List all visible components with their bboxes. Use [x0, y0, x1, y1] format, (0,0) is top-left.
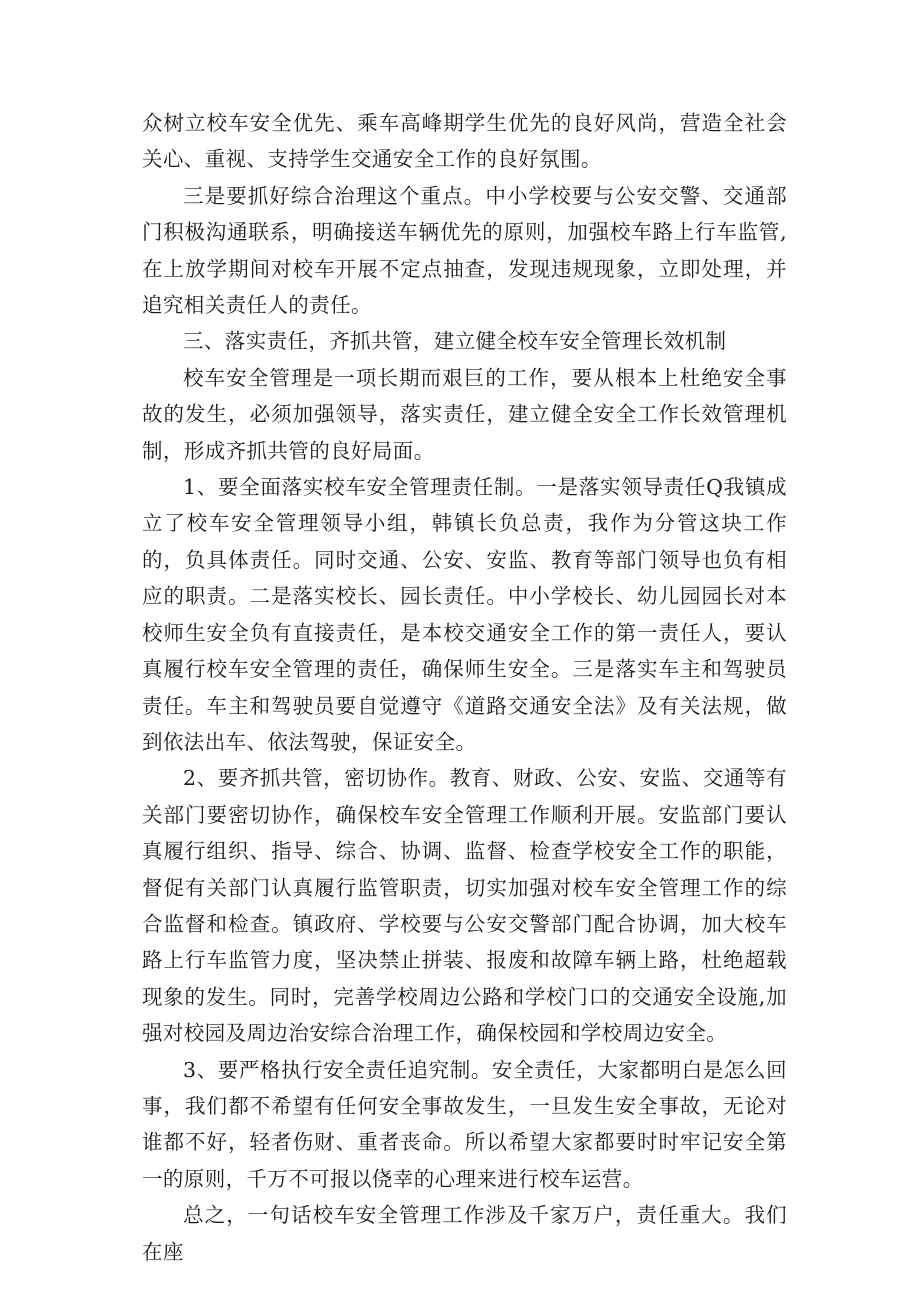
paragraph-comprehensive-governance: 三是要抓好综合治理这个重点。中小学校要与公安交警、交通部门积极沟通联系，明确接送车辆优先的原则，加强校车路上行车监管,在上放学期间对校车开展不定点抽查，发现违规现象，立即处理，并追究相关责任人的责任。	[142, 183, 787, 318]
paragraph-item-1: 1、要全面落实校车安全管理责任制。一是落实领导责任Q我镇成立了校车安全管理领导小组，韩镇长负总责，我作为分管这块工作的，负具体责任。同时交通、公安、安监、教育等部门领导也负有相应的职责。二是落实校长、园长责任。中小学校长、幼儿园园长对本校师生安全负有直接责任，是本校交通安全工作的第一责任人，要认真履行校车安全管理的责任，确保师生安全。三是落实车主和驾驶员责任。车主和驾驶员要自觉遵守《道路交通安全法》及有关法规，做到依法出车、依法驾驶，保证安全。	[142, 475, 787, 754]
paragraph-item-3: 3、要严格执行安全责任追究制。安全责任，大家都明白是怎么回事，我们都不希望有任何安全事故发生，一旦发生安全事故，无论对谁都不好，轻者伤财、重者丧命。所以希望大家都要时时牢记安全第一的原则，千万不可报以侥幸的心理来进行校车运营。	[142, 1057, 787, 1191]
section-heading-three: 三、落实责任，齐抓共管，建立健全校车安全管理长效机制	[183, 329, 727, 354]
paragraph-continuation: 众树立校车安全优先、乘车高峰期学生优先的良好风尚，营造全社会关心、重视、支持学生交通安全工作的良好氛围。	[142, 111, 787, 172]
paragraph-conclusion: 总之，一句话校车安全管理工作涉及千家万户，责任重大。我们在座	[142, 1203, 787, 1264]
paragraph-item-2: 2、要齐抓共管，密切协作。教育、财政、公安、安监、交通等有关部门要密切协作，确保校车安全管理工作顺利开展。安监部门要认真履行组织、指导、综合、协调、监督、检查学校安全工作的职能，督促有关部门认真履行监管职责，切实加强对校车安全管理工作的综合监督和检查。镇政府、学校要与公安交警部门配合协调，加大校车路上行车监管力度，坚决禁止拼装、报废和故障车辆上路，杜绝超载现象的发生。同时，完善学校周边公路和学校门口的交通安全设施,加强对校园及周边治安综合治理工作，确保校园和学校周边安全。	[142, 766, 787, 1046]
document-body	[142, 105, 787, 1270]
paragraph-long-term-mechanism: 校车安全管理是一项长期而艰巨的工作，要从根本上杜绝安全事故的发生，必须加强领导，落实责任，建立健全安全工作长效管理机制，形成齐抓共管的良好局面。	[142, 365, 787, 463]
